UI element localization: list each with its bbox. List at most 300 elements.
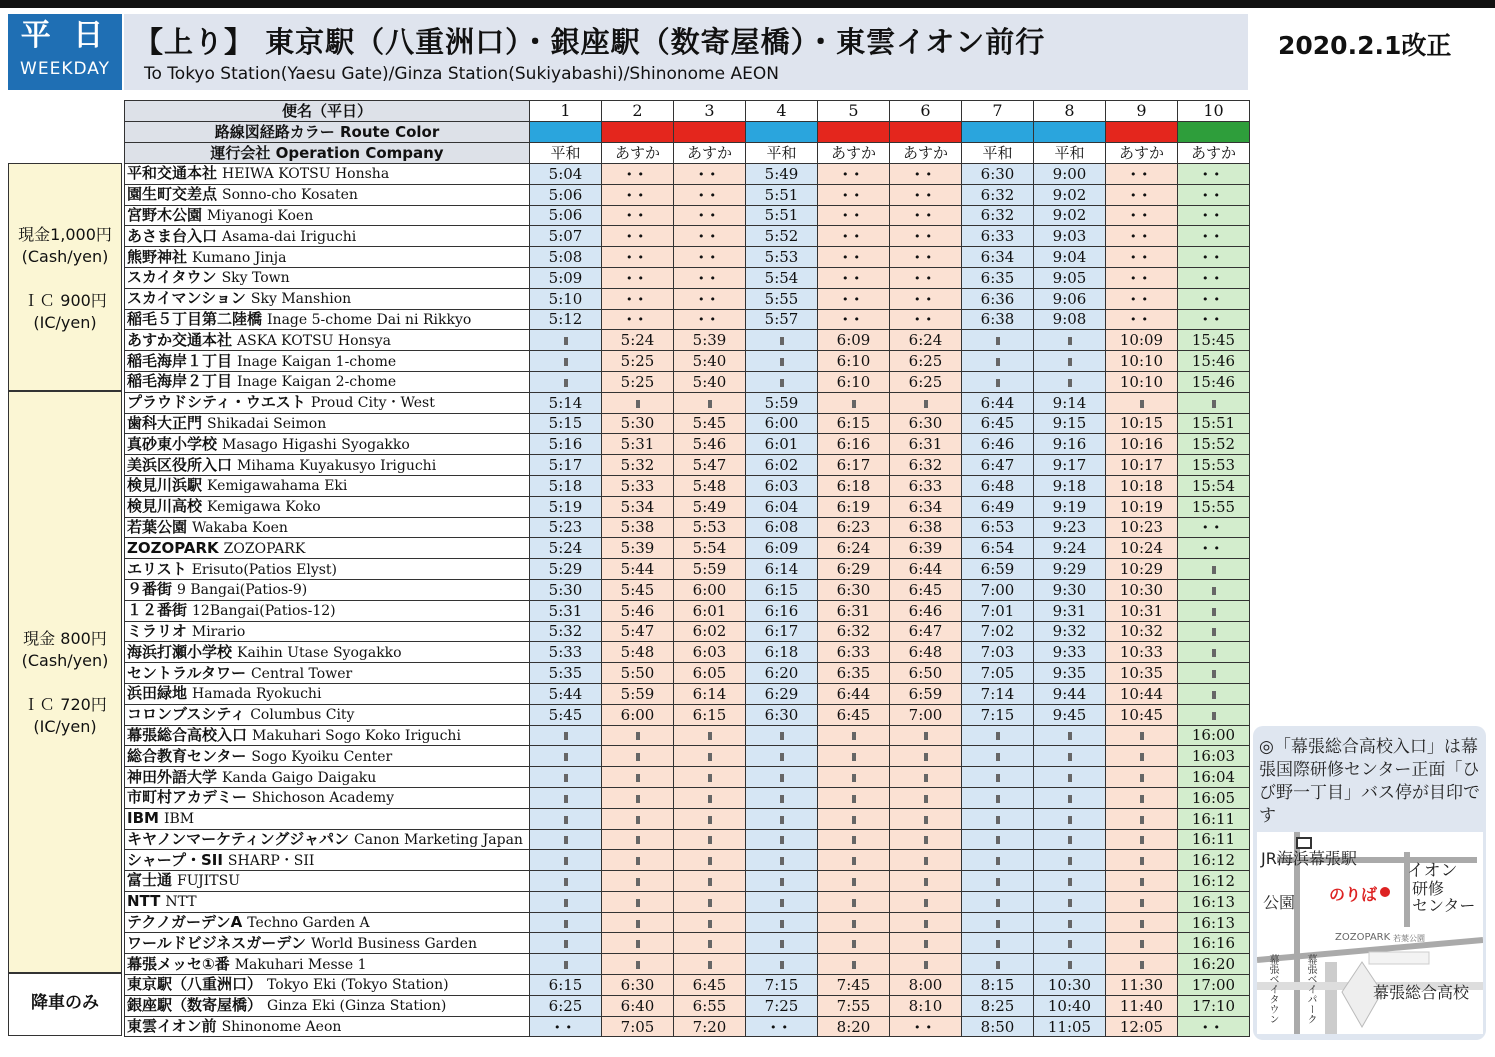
operation-company: あすか xyxy=(602,143,674,164)
pass-through-icon xyxy=(708,920,712,928)
departure-time: 6:24 xyxy=(836,539,871,558)
trip-number: 8 xyxy=(1034,101,1106,122)
departure-time: 5:09 xyxy=(548,268,583,287)
departure-time: 6:15 xyxy=(764,580,799,599)
time-cell xyxy=(890,434,962,455)
time-cell xyxy=(818,226,890,247)
time-cell xyxy=(1034,871,1106,892)
pass-through-icon xyxy=(924,940,928,948)
departure-time: 5:57 xyxy=(764,310,799,329)
time-cell xyxy=(818,704,890,725)
fare-line: ＩＣ 720円 xyxy=(23,695,107,714)
departure-time: 16:13 xyxy=(1191,892,1236,911)
time-cell xyxy=(674,829,746,850)
stop-name xyxy=(125,600,530,621)
time-cell xyxy=(674,933,746,954)
stop-row xyxy=(125,496,1250,517)
no-service-mark: •• xyxy=(914,271,937,285)
stop-name-jp: 歯科大正門 xyxy=(127,413,203,432)
stop-name-en: Miyanogi Koen xyxy=(207,207,314,224)
weekday-jp: 平 日 xyxy=(20,18,110,53)
revision-date: 2020.2.1改正 xyxy=(1278,31,1452,60)
pass-through-icon xyxy=(1212,649,1216,657)
stop-name-en: Kumano Jinja xyxy=(192,249,287,266)
departure-time: 5:07 xyxy=(548,227,583,246)
stop-name xyxy=(125,351,530,372)
departure-time: 10:18 xyxy=(1119,476,1164,495)
no-service-mark: •• xyxy=(1202,188,1225,202)
departure-time: 5:06 xyxy=(548,185,583,204)
stop-name xyxy=(125,538,530,559)
stop-name xyxy=(125,309,530,330)
departure-time: 5:25 xyxy=(620,372,655,391)
time-cell xyxy=(1178,559,1250,580)
departure-time: 6:30 xyxy=(620,975,655,994)
pass-through-icon xyxy=(708,899,712,907)
time-cell xyxy=(530,538,602,559)
stop-row xyxy=(125,330,1250,351)
map-label-park: 公園 xyxy=(1263,893,1296,912)
time-cell xyxy=(962,829,1034,850)
departure-time: 6:45 xyxy=(908,580,943,599)
time-cell xyxy=(602,829,674,850)
departure-time: 6:05 xyxy=(692,664,727,683)
time-cell xyxy=(746,871,818,892)
time-cell xyxy=(1178,725,1250,746)
pass-through-icon xyxy=(1068,857,1072,865)
pass-through-icon xyxy=(564,337,568,345)
stop-name-en: Masago Higashi Syogakko xyxy=(222,436,410,453)
pass-through-icon xyxy=(636,857,640,865)
departure-time: 7:55 xyxy=(836,996,871,1015)
departure-time: 6:20 xyxy=(764,664,799,683)
time-cell xyxy=(530,330,602,351)
time-cell xyxy=(674,267,746,288)
time-cell xyxy=(674,975,746,996)
time-cell xyxy=(1106,725,1178,746)
time-cell xyxy=(1178,871,1250,892)
no-service-mark: •• xyxy=(914,251,937,265)
pass-through-icon xyxy=(1068,878,1072,886)
time-cell xyxy=(818,642,890,663)
pass-through-icon xyxy=(1140,878,1144,886)
stop-name xyxy=(125,371,530,392)
time-cell xyxy=(602,975,674,996)
time-cell xyxy=(530,288,602,309)
time-cell xyxy=(746,392,818,413)
no-service-mark: •• xyxy=(1202,1020,1225,1034)
time-cell xyxy=(1106,787,1178,808)
departure-time: 9:00 xyxy=(1052,164,1087,183)
time-cell xyxy=(1034,787,1106,808)
pass-through-icon xyxy=(852,961,856,969)
time-cell xyxy=(818,808,890,829)
time-cell xyxy=(530,455,602,476)
stop-name xyxy=(125,475,530,496)
departure-time: 5:54 xyxy=(764,268,799,287)
time-cell xyxy=(1106,371,1178,392)
time-cell xyxy=(1178,538,1250,559)
time-cell xyxy=(530,954,602,975)
time-cell xyxy=(1034,164,1106,185)
time-cell xyxy=(818,413,890,434)
operation-company: 平和 xyxy=(962,143,1034,164)
stop-name-en: Tokyo Eki (Tokyo Station) xyxy=(267,977,449,994)
no-service-mark: •• xyxy=(914,292,937,306)
departure-time: 10:23 xyxy=(1119,518,1164,537)
departure-time: 6:32 xyxy=(908,456,943,475)
departure-time: 5:47 xyxy=(692,456,727,475)
time-cell xyxy=(602,330,674,351)
time-cell xyxy=(962,704,1034,725)
pass-through-icon xyxy=(924,795,928,803)
stop-name xyxy=(125,267,530,288)
departure-time: 6:35 xyxy=(980,268,1015,287)
departure-time: 6:54 xyxy=(980,539,1015,558)
time-cell xyxy=(890,184,962,205)
fare-line: 降車のみ xyxy=(31,993,99,1013)
time-cell xyxy=(890,600,962,621)
departure-time: 9:15 xyxy=(1052,414,1087,433)
stop-name-jp: キヤノンマーケティングジャパン xyxy=(127,829,350,848)
fare-line: (Cash/yen) xyxy=(21,247,109,266)
stop-name-jp: 稲毛５丁目第二陸橋 xyxy=(127,309,263,328)
time-cell xyxy=(890,995,962,1016)
time-cell xyxy=(674,871,746,892)
stop-name xyxy=(125,559,530,580)
time-cell xyxy=(1106,912,1178,933)
time-cell xyxy=(962,871,1034,892)
stop-name xyxy=(125,1016,530,1037)
departure-time: 6:00 xyxy=(620,705,655,724)
pass-through-icon xyxy=(1068,795,1072,803)
time-cell xyxy=(746,288,818,309)
departure-time: 9:02 xyxy=(1052,206,1087,225)
fare-line: 現金1,000円 xyxy=(18,225,112,244)
pass-through-icon xyxy=(708,732,712,740)
departure-time: 9:45 xyxy=(1052,705,1087,724)
time-cell xyxy=(602,850,674,871)
map-label-aeon: イオン xyxy=(1407,861,1458,881)
stop-name xyxy=(125,642,530,663)
no-service-mark: •• xyxy=(626,271,649,285)
operation-company: あすか xyxy=(674,143,746,164)
time-cell xyxy=(1034,434,1106,455)
time-cell xyxy=(1106,975,1178,996)
time-cell xyxy=(1106,891,1178,912)
stop-name-en: Shinonome Aeon xyxy=(221,1019,342,1036)
time-cell xyxy=(818,247,890,268)
map-label-noriba: のりば xyxy=(1329,885,1378,904)
stop-name-en: Mirario xyxy=(191,623,246,640)
departure-time: 16:12 xyxy=(1191,871,1236,890)
pass-through-icon xyxy=(924,732,928,740)
stop-row xyxy=(125,995,1250,1016)
departure-time: 6:18 xyxy=(836,476,871,495)
no-service-mark: •• xyxy=(1202,542,1225,556)
time-cell xyxy=(890,559,962,580)
stop-row xyxy=(125,850,1250,871)
stop-name xyxy=(125,850,530,871)
time-cell xyxy=(890,1016,962,1037)
time-cell xyxy=(962,767,1034,788)
departure-time: 8:10 xyxy=(908,996,943,1015)
stop-name xyxy=(125,704,530,725)
time-cell xyxy=(1034,829,1106,850)
time-cell xyxy=(746,933,818,954)
stop-name-en: FUJITSU xyxy=(177,873,241,890)
time-cell xyxy=(530,600,602,621)
time-cell xyxy=(962,205,1034,226)
time-cell xyxy=(746,330,818,351)
departure-time: 7:00 xyxy=(908,705,943,724)
time-cell xyxy=(1106,871,1178,892)
fare-line: (Cash/yen) xyxy=(21,651,109,670)
time-cell xyxy=(674,517,746,538)
time-cell xyxy=(674,725,746,746)
time-cell xyxy=(602,600,674,621)
time-cell xyxy=(674,455,746,476)
time-cell xyxy=(818,746,890,767)
departure-time: 6:08 xyxy=(764,518,799,537)
time-cell xyxy=(818,995,890,1016)
time-cell xyxy=(602,871,674,892)
time-cell xyxy=(890,725,962,746)
departure-time: 6:46 xyxy=(908,601,943,620)
page-subtitle: To Tokyo Station(Yaesu Gate)/Ginza Station(Sukiyabashi)/Shinonome AEON xyxy=(144,64,779,84)
time-cell xyxy=(530,496,602,517)
departure-time: 6:32 xyxy=(980,185,1015,204)
pass-through-icon xyxy=(636,774,640,782)
departure-time: 6:48 xyxy=(980,476,1015,495)
departure-time: 9:06 xyxy=(1052,289,1087,308)
time-cell xyxy=(818,975,890,996)
operation-company: あすか xyxy=(1106,143,1178,164)
departure-time: 5:51 xyxy=(764,185,799,204)
time-cell xyxy=(674,663,746,684)
pass-through-icon xyxy=(996,732,1000,740)
time-cell xyxy=(1106,267,1178,288)
pass-through-icon xyxy=(1212,608,1216,616)
departure-time: 9:23 xyxy=(1052,518,1087,537)
time-cell xyxy=(1034,455,1106,476)
time-cell xyxy=(746,475,818,496)
stop-row xyxy=(125,683,1250,704)
departure-time: 5:15 xyxy=(548,414,583,433)
time-cell xyxy=(674,351,746,372)
time-cell xyxy=(1034,267,1106,288)
time-cell xyxy=(890,787,962,808)
time-cell xyxy=(1034,496,1106,517)
departure-time: 6:10 xyxy=(836,352,871,371)
time-cell xyxy=(818,496,890,517)
time-cell xyxy=(890,975,962,996)
pass-through-icon xyxy=(780,795,784,803)
stop-name xyxy=(125,746,530,767)
stop-name-jp: １２番街 xyxy=(127,601,188,620)
pass-through-icon xyxy=(924,400,928,408)
no-service-mark: •• xyxy=(1202,271,1225,285)
time-cell xyxy=(602,538,674,559)
time-cell xyxy=(602,995,674,1016)
departure-time: 9:30 xyxy=(1052,580,1087,599)
departure-time: 16:00 xyxy=(1191,726,1236,745)
time-cell xyxy=(530,912,602,933)
time-cell xyxy=(746,787,818,808)
map-label-school: 幕張総合高校 xyxy=(1373,983,1470,1002)
pass-through-icon xyxy=(924,774,928,782)
time-cell xyxy=(890,954,962,975)
time-cell xyxy=(674,600,746,621)
time-cell xyxy=(1178,808,1250,829)
departure-time: 5:32 xyxy=(620,456,655,475)
pass-through-icon xyxy=(1140,753,1144,761)
pass-through-icon xyxy=(1140,732,1144,740)
pass-through-icon xyxy=(924,836,928,844)
time-cell xyxy=(1178,475,1250,496)
time-cell xyxy=(1178,455,1250,476)
departure-time: 6:09 xyxy=(764,539,799,558)
stop-name xyxy=(125,205,530,226)
operation-company: あすか xyxy=(818,143,890,164)
departure-time: 6:02 xyxy=(764,456,799,475)
departure-time: 5:30 xyxy=(620,414,655,433)
pass-through-icon xyxy=(924,961,928,969)
time-cell xyxy=(746,434,818,455)
time-cell xyxy=(530,767,602,788)
time-cell xyxy=(1178,912,1250,933)
departure-time: 5:48 xyxy=(620,643,655,662)
no-service-mark: •• xyxy=(1202,167,1225,181)
departure-time: 6:32 xyxy=(980,206,1015,225)
time-cell xyxy=(746,891,818,912)
time-cell xyxy=(1034,226,1106,247)
departure-time: 6:55 xyxy=(692,996,727,1015)
departure-time: 6:04 xyxy=(764,497,799,516)
time-cell xyxy=(818,683,890,704)
time-cell xyxy=(530,642,602,663)
time-cell xyxy=(1106,621,1178,642)
time-cell xyxy=(1178,309,1250,330)
time-cell xyxy=(1178,288,1250,309)
no-service-mark: •• xyxy=(842,292,865,306)
time-cell xyxy=(818,767,890,788)
fare-line: 現金 800円 xyxy=(23,629,107,648)
time-cell xyxy=(1178,164,1250,185)
time-cell xyxy=(818,517,890,538)
pass-through-icon xyxy=(708,400,712,408)
no-service-mark: •• xyxy=(1130,271,1153,285)
no-service-mark: •• xyxy=(1130,188,1153,202)
time-cell xyxy=(1178,954,1250,975)
time-cell xyxy=(962,663,1034,684)
stop-name-en: Kemigawa Koko xyxy=(207,499,321,516)
time-cell xyxy=(1106,746,1178,767)
time-cell xyxy=(890,455,962,476)
departure-time: 5:17 xyxy=(548,456,583,475)
stop-name xyxy=(125,247,530,268)
no-service-mark: •• xyxy=(1130,209,1153,223)
pass-through-icon xyxy=(996,836,1000,844)
departure-time: 6:59 xyxy=(980,560,1015,579)
time-cell xyxy=(602,455,674,476)
time-cell xyxy=(1034,808,1106,829)
time-cell xyxy=(962,434,1034,455)
route-color-swatch xyxy=(1178,122,1250,143)
time-cell xyxy=(602,767,674,788)
stop-name-en: Ginza Eki (Ginza Station) xyxy=(267,998,447,1015)
fare-line: (IC/yen) xyxy=(33,717,97,736)
time-cell xyxy=(530,475,602,496)
pass-through-icon xyxy=(780,337,784,345)
time-cell xyxy=(1034,746,1106,767)
note-panel xyxy=(1253,726,1486,1040)
stop-name-en: Central Tower xyxy=(250,665,353,682)
pass-through-icon xyxy=(636,878,640,886)
time-cell xyxy=(890,392,962,413)
stop-name-jp: エリスト xyxy=(127,559,187,578)
no-service-mark: •• xyxy=(1202,292,1225,306)
time-cell xyxy=(962,850,1034,871)
time-cell xyxy=(602,184,674,205)
no-service-mark: •• xyxy=(842,230,865,244)
pass-through-icon xyxy=(780,940,784,948)
time-cell xyxy=(1106,829,1178,850)
departure-time: 9:29 xyxy=(1052,560,1087,579)
pass-through-icon xyxy=(1212,691,1216,699)
departure-time: 6:30 xyxy=(908,414,943,433)
departure-time: 6:25 xyxy=(908,372,943,391)
time-cell xyxy=(818,871,890,892)
departure-time: 5:45 xyxy=(548,705,583,724)
time-cell xyxy=(818,164,890,185)
time-cell xyxy=(890,891,962,912)
time-cell xyxy=(890,496,962,517)
time-cell xyxy=(818,351,890,372)
time-cell xyxy=(674,392,746,413)
time-cell xyxy=(890,538,962,559)
time-cell xyxy=(1034,933,1106,954)
departure-time: 15:55 xyxy=(1191,497,1236,516)
departure-time: 6:03 xyxy=(692,643,727,662)
time-cell xyxy=(1106,704,1178,725)
departure-time: 6:14 xyxy=(764,560,799,579)
pass-through-icon xyxy=(780,920,784,928)
pass-through-icon xyxy=(852,899,856,907)
departure-time: 5:48 xyxy=(692,476,727,495)
time-cell xyxy=(890,579,962,600)
time-cell xyxy=(1178,704,1250,725)
stop-name-jp: あすか交通本社 xyxy=(127,330,233,349)
departure-time: 10:35 xyxy=(1119,664,1164,683)
stop-name-en: Kanda Gaigo Daigaku xyxy=(222,769,377,786)
pass-through-icon xyxy=(996,358,1000,366)
stop-name-jp: 銀座駅（数寄屋橋） xyxy=(127,996,263,1015)
stop-row xyxy=(125,517,1250,538)
time-cell xyxy=(890,330,962,351)
time-cell xyxy=(530,933,602,954)
pass-through-icon xyxy=(996,899,1000,907)
stop-name-en: Shikadai Seimon xyxy=(207,415,327,432)
departure-time: 6:15 xyxy=(836,414,871,433)
fare-alight-only xyxy=(8,973,122,1036)
time-cell xyxy=(602,746,674,767)
stop-row xyxy=(125,413,1250,434)
time-cell xyxy=(746,808,818,829)
time-cell xyxy=(1106,579,1178,600)
time-cell xyxy=(746,912,818,933)
time-cell xyxy=(602,579,674,600)
